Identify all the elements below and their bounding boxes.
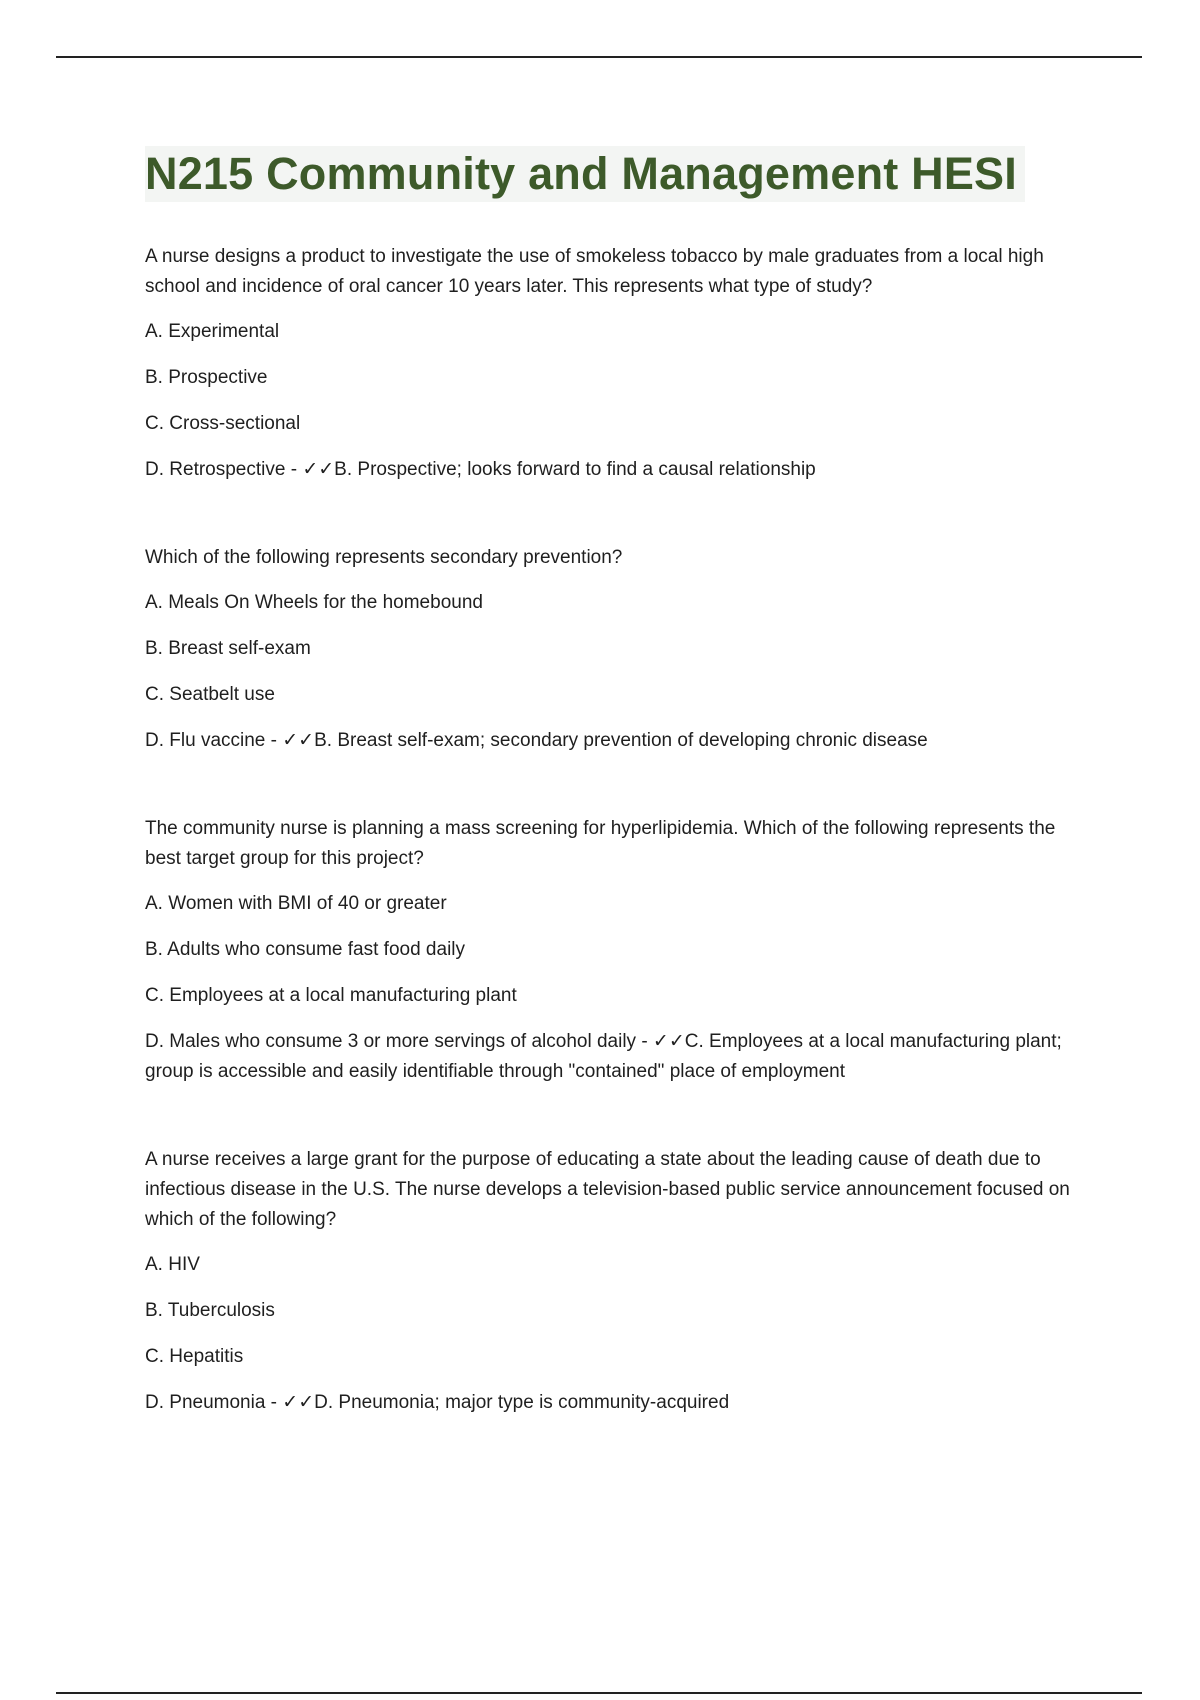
question-block — [145, 242, 1095, 485]
question-block — [145, 543, 1095, 756]
answer-option: A. Experimental — [145, 321, 280, 342]
answer-option-with-key: D. Retrospective - ✓✓B. Prospective; looks forward to find a causal relationship — [145, 459, 816, 480]
top-rule — [56, 56, 1142, 58]
question-text: A nurse designs a product to investigate the use of smokeless tobacco by male graduates from a local high school and incidence of oral cancer 10 years later. This represents what type of study? — [145, 246, 1044, 297]
answer-option: B. Adults who consume fast food daily — [145, 939, 466, 960]
answer-option: B. Tuberculosis — [145, 1300, 275, 1321]
answer-option: B. Breast self-exam — [145, 638, 311, 659]
question-list — [145, 242, 1095, 1418]
answer-option: C. Cross-sectional — [145, 413, 301, 434]
answer-option-with-key: D. Pneumonia - ✓✓D. Pneumonia; major type is community-acquired — [145, 1392, 730, 1413]
answer-option: B. Prospective — [145, 367, 268, 388]
document-title: N215 Community and Management HESI — [145, 148, 1017, 199]
answer-option: C. Seatbelt use — [145, 684, 275, 705]
answer-option-with-key: D. Males who consume 3 or more servings of alcohol daily - ✓✓C. Employees at a local manufacturing plant; group is accessible and easily identifiable through "contained" place of employment — [145, 1031, 1062, 1082]
question-text: A nurse receives a large grant for the purpose of educating a state about the leading cause of death due to infectious disease in the U.S. The nurse develops a television-based public service announcement focused on which of the following? — [145, 1149, 1070, 1230]
document-page — [145, 146, 1095, 1476]
title-highlight — [145, 146, 1025, 202]
question-block — [145, 1145, 1095, 1418]
answer-option: C. Hepatitis — [145, 1346, 244, 1367]
bottom-rule — [56, 1692, 1142, 1694]
answer-option: A. Women with BMI of 40 or greater — [145, 893, 447, 914]
answer-option: A. Meals On Wheels for the homebound — [145, 592, 483, 613]
question-block — [145, 814, 1095, 1087]
question-text: The community nurse is planning a mass screening for hyperlipidemia. Which of the following represents the best target group for this project? — [145, 818, 1056, 869]
answer-option: C. Employees at a local manufacturing plant — [145, 985, 517, 1006]
question-text: Which of the following represents secondary prevention? — [145, 547, 623, 568]
answer-option-with-key: D. Flu vaccine - ✓✓B. Breast self-exam; secondary prevention of developing chronic disease — [145, 730, 928, 751]
answer-option: A. HIV — [145, 1254, 200, 1275]
